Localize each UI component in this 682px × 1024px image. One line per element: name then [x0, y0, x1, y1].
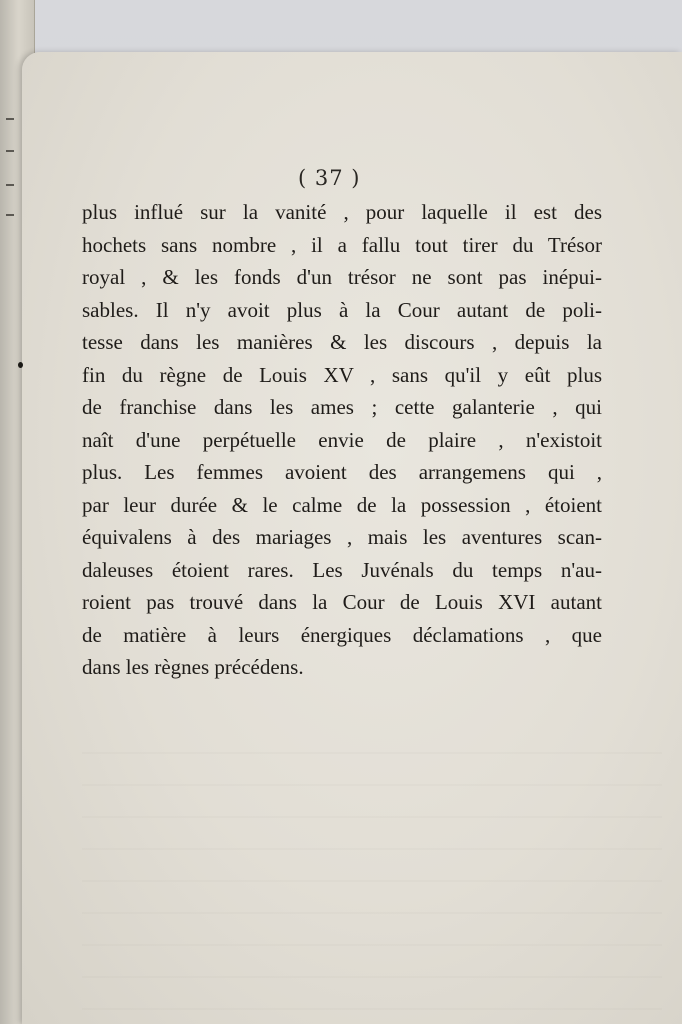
text-line: tesse dans les manières & les discours , depuis la — [82, 330, 602, 354]
text-line: par leur durée & le calme de la possession , étoient — [82, 492, 602, 517]
text-line: fin du règne de Louis XV , sans qu'il y eût plus — [82, 362, 602, 387]
text-line: plus influé sur la vanité , pour laquelle il est des — [82, 200, 602, 224]
text-line: plus. Les femmes avoient des arrangemens qui , — [82, 460, 602, 484]
show-through-texture — [82, 752, 662, 1024]
edge-mark — [6, 118, 14, 120]
text-line: roient pas trouvé dans la Cour de Louis XVI autant — [82, 590, 602, 614]
text-line: royal , & les fonds d'un trésor ne sont pas inépui- — [82, 265, 602, 289]
text-line: dans les règnes précédens. — [82, 655, 304, 679]
text-line: daleuses étoient rares. Les Juvénals du temps n'au- — [82, 557, 602, 582]
text-line: sables. Il n'y avoit plus à la Cour autant de poli- — [82, 297, 602, 322]
body-text — [82, 196, 602, 684]
text-line: de matière à leurs énergiques déclamations , que — [82, 622, 602, 647]
edge-mark — [6, 184, 14, 186]
text-line: hochets sans nombre , il a fallu tout tirer du Trésor — [82, 232, 602, 257]
edge-mark — [6, 214, 14, 216]
page-number: ( 37 ) — [298, 166, 361, 190]
edge-mark — [6, 150, 14, 152]
text-line: de franchise dans les ames ; cette galanterie , qui — [82, 395, 602, 419]
text-line: équivalens à des mariages , mais les aventures scan- — [82, 525, 602, 549]
text-line: naît d'une perpétuelle envie de plaire , n'existoit — [82, 427, 602, 452]
ink-spot — [18, 362, 23, 368]
